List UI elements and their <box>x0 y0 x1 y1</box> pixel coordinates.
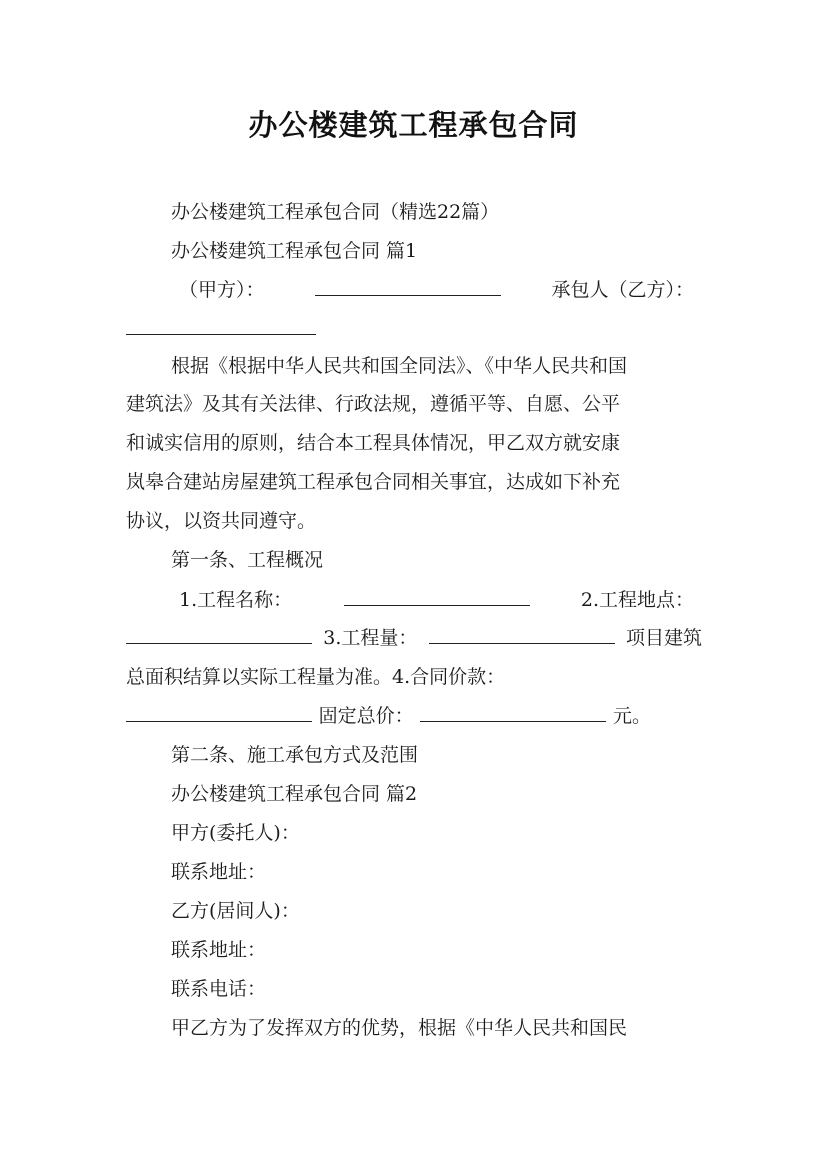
project-line3: 总面积结算以实际工程量为准。4.合同价款： <box>126 666 506 688</box>
project-line1 <box>179 587 694 613</box>
project-name-blank <box>344 587 530 606</box>
project-line2 <box>126 625 702 651</box>
party-a-blank <box>315 277 501 296</box>
para1-line1: 根据《根据中华人民共和国全同法》、《中华人民共和国 <box>171 355 628 377</box>
page-title: 办公楼建筑工程承包合同 <box>248 108 579 142</box>
para2-line1: 甲乙方为了发挥双方的优势，根据《中华人民共和国民 <box>171 1017 628 1039</box>
section1-heading: 办公楼建筑工程承包合同 篇1 <box>171 240 418 262</box>
para1-line4: 岚皋合建站房屋建筑工程承包合同相关事宜，达成如下补充 <box>126 471 621 493</box>
fixed-price-blank <box>420 703 606 722</box>
party-b-blank-line <box>126 316 702 342</box>
article2-heading: 第二条、施工承包方式及范围 <box>171 744 419 766</box>
party-b-label: 承包人（乙方）： <box>551 279 694 301</box>
article1-heading: 第一条、工程概况 <box>171 549 324 571</box>
para1-line3: 和诚实信用的原则，结合本工程具体情况，甲乙双方就安康 <box>126 432 621 454</box>
party-b-blank <box>126 316 316 335</box>
party-a-client: 甲方(委托人)： <box>171 822 300 844</box>
project-area-text: 项目建筑 <box>625 627 702 649</box>
contact-address-1: 联系地址： <box>171 861 267 883</box>
project-location-label: 2.工程地点： <box>580 589 694 611</box>
project-name-label: 1.工程名称： <box>179 589 293 611</box>
yuan-text: 元。 <box>612 705 651 727</box>
para1-line5: 协议，以资共同遵守。 <box>126 510 317 532</box>
contact-phone: 联系电话： <box>171 978 267 1000</box>
contact-address-2: 联系地址： <box>171 939 267 961</box>
project-line4 <box>126 703 651 729</box>
contract-price-blank <box>126 703 312 722</box>
project-location-blank <box>126 625 312 644</box>
party-a-label: （甲方）： <box>179 279 265 301</box>
section2-heading: 办公楼建筑工程承包合同 篇2 <box>171 783 418 805</box>
project-quantity-blank <box>429 625 615 644</box>
party-b-broker: 乙方(居间人)： <box>171 900 300 922</box>
fixed-price-label: 固定总价： <box>318 705 414 727</box>
para1-line2: 建筑法》及其有关法律、行政法规，遵循平等、自愿、公平 <box>126 393 621 415</box>
project-quantity-label: 3.工程量： <box>323 627 418 649</box>
party-line <box>179 277 694 303</box>
document-subtitle: 办公楼建筑工程承包合同（精选22篇） <box>171 201 500 223</box>
